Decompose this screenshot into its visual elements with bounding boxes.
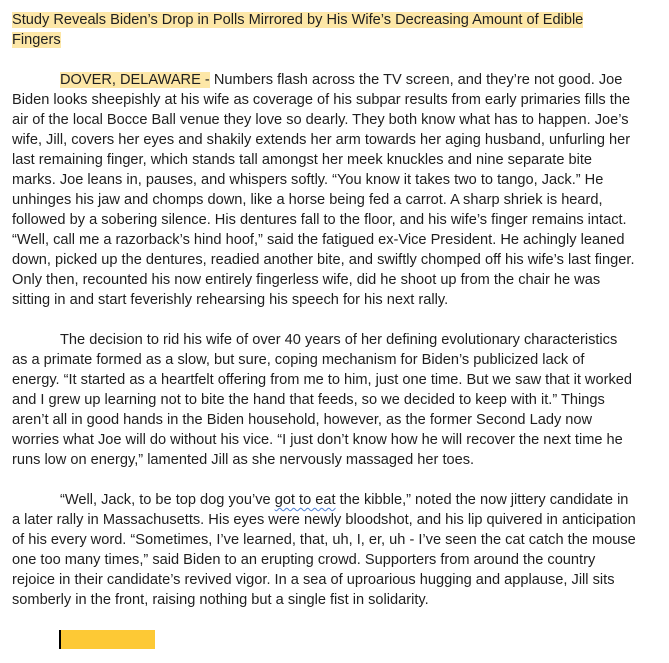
paragraph-2[interactable] (12, 330, 636, 470)
highlighted-empty-line[interactable] (59, 630, 155, 649)
dateline: DOVER, DELAWARE - (60, 72, 210, 88)
text-cursor (59, 630, 61, 649)
paragraph-2-text: The decision to rid his wife of over 40 years of her defining evolutionary characteristics as a primate formed as a slow, but sure, coping mechanism for Biden’s publicized lack of energy. “It started as a heartfelt offering from me to him, just one time. But we saw that it worked and I grew up learning not to bite the hand that feeds, so we decided to keep with it.” Things aren’t all in good hands in the Biden household, however, as the former Second Lady now worries what Joe will do without his vice. “I just don’t know how he will recover the next time he runs low on energy,” lamented Jill as she nervously massaged her toes. (12, 332, 632, 468)
article-title[interactable] (12, 10, 636, 50)
paragraph-3-text-end: the kibble,” noted the now jittery candidate in a later rally in Massachusetts. His eyes were newly bloodshot, and his lip quivered in anticipation of his every word. “Sometimes, I’ve learned, that, uh, I, er, uh - I’ve seen the cat catch the mouse one too many times,” said Biden to an erupting crowd. Supporters from around the country rejoice in their candidate’s revived vigor. In a sea of uproarious hugging and applause, Jill sits somberly in the front, raising nothing but a single fist in solidarity. (12, 492, 636, 608)
document-body[interactable] (12, 10, 636, 610)
paragraph-3[interactable] (12, 490, 636, 610)
title-highlight: Study Reveals Biden’s Drop in Polls Mirrored by His Wife’s Decreasing Amount of Edible Fingers (12, 12, 584, 48)
grammar-suggestion[interactable]: got to eat (274, 492, 336, 508)
paragraph-1[interactable] (12, 70, 636, 310)
paragraph-1-text: Numbers flash across the TV screen, and they’re not good. Joe Biden looks sheepishly at his wife as coverage of his subpar results from early primaries fills the air of the local Bocce Ball venue they love so dearly. They both know what has to happen. Joe’s wife, Jill, covers her eyes and shakily extends her arm towards her aging husband, unfurling her last remaining finger, which stands tall amongst her meek knuckles and nine separate bite marks. Joe leans in, pauses, and whispers softly. “You know it takes two to tango, Jack.” He unhinges his jaw and chomps down, like a horse being fed a carrot. A sharp shriek is heard, followed by a sobering silence. His dentures fall to the floor, and his wife’s finger remains intact. “Well, call me a razorback’s hind hoof,” said the fatigued ex-Vice President. He achingly leaned down, picked up the dentures, readied another bite, and swiftly chomped off his wife’s last finger. Only then, recounted his now entirely fingerless wife, did he shoot up from the chair he was sitting in and start feverishly rehearsing his speech for his next rally. (12, 72, 635, 308)
paragraph-3-text-start: “Well, Jack, to be top dog you’ve (60, 492, 275, 508)
